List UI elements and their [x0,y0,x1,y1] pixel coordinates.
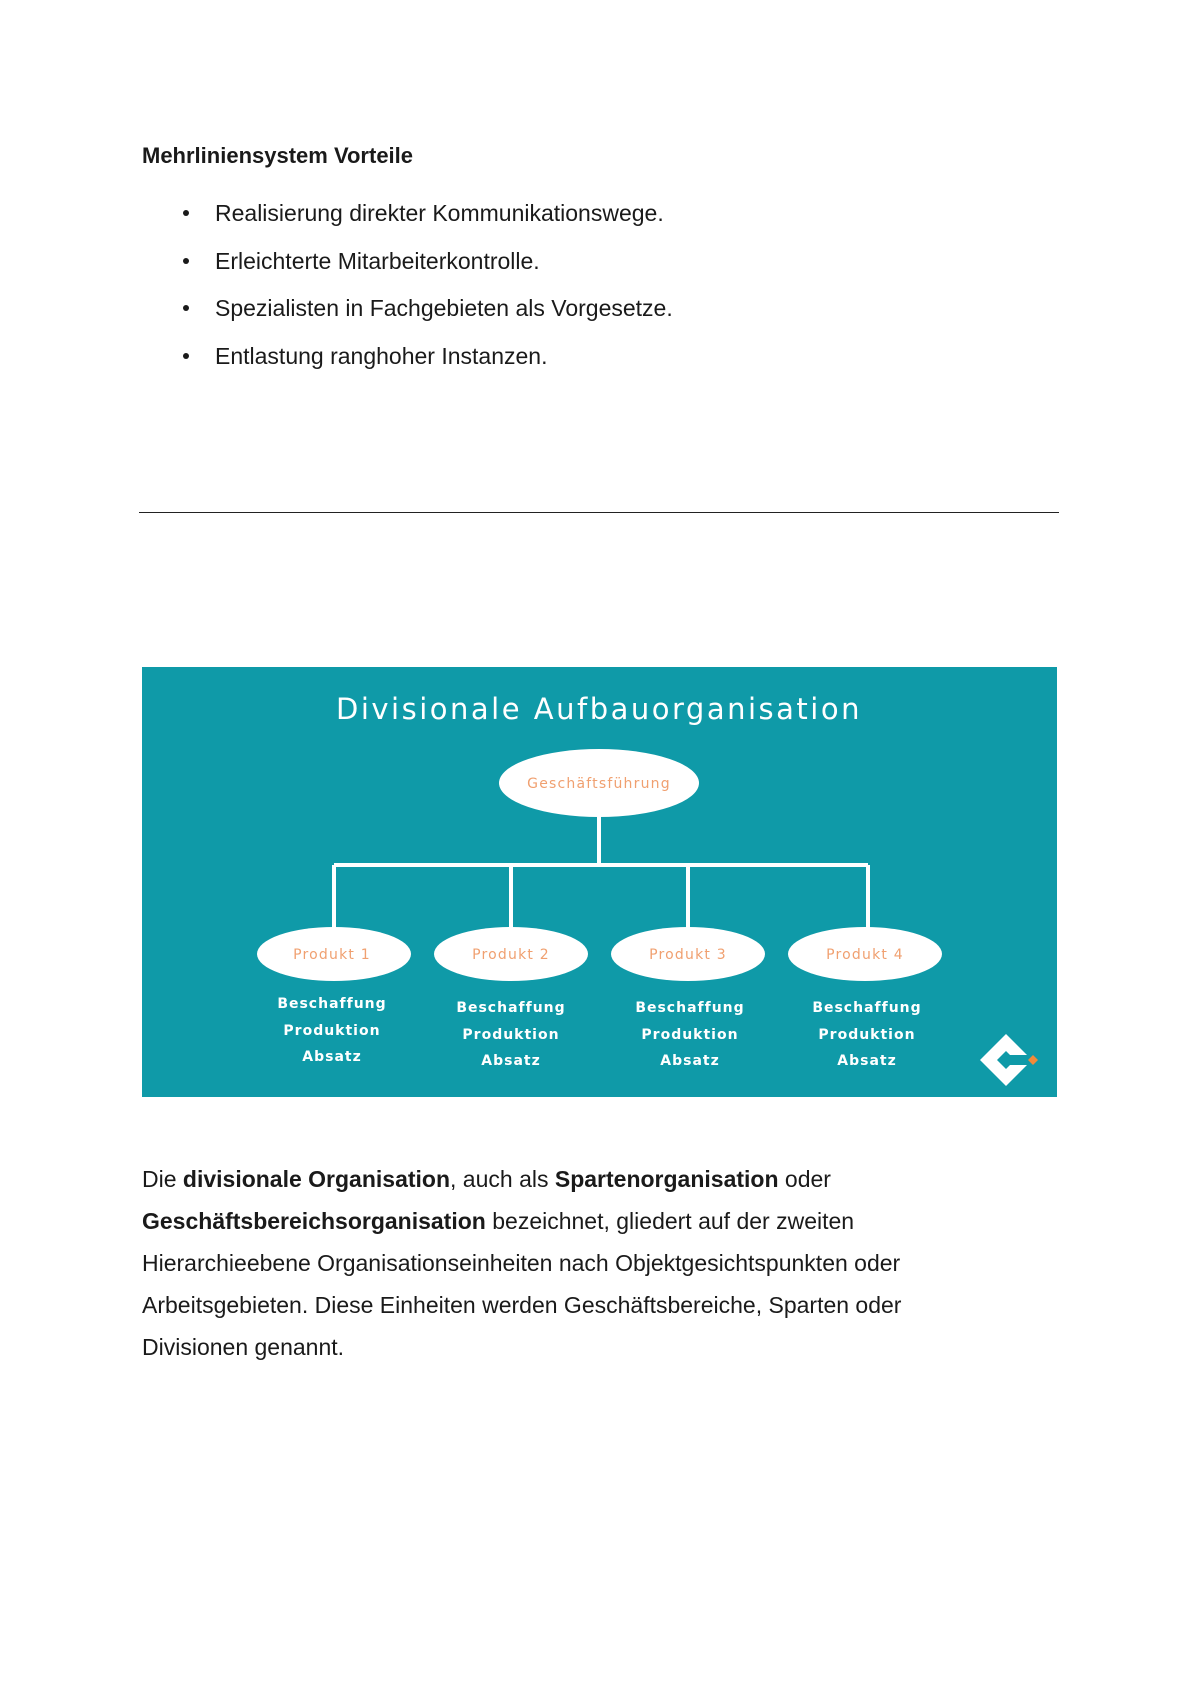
top-node-label: Geschäftsführung [527,776,671,792]
function-label: Produktion [818,1027,916,1043]
connector-lines [334,801,868,929]
division-node [611,927,765,1069]
body-paragraph [142,1158,982,1368]
function-label: Beschaffung [456,1000,566,1016]
bold-term: Spartenorganisation [554,1166,779,1192]
paragraph-text: Die [142,1166,183,1192]
diamond-logo-icon [980,1034,1038,1086]
list-item-text: Realisierung direkter Kommunikationswege. [215,200,664,226]
list-item-text: Erleichterte Mitarbeiterkontrolle. [215,247,540,274]
division-node [788,927,942,1069]
horizontal-divider [139,512,1059,513]
division-label: Produkt 4 [826,947,904,963]
paragraph-text: bezeichnet, gliedert auf der zweiten Hierarchieebene Organisationseinheiten nach Objektgesichtspunkten oder Arbeitsgebieten. Diese Einheiten werden Geschäftsbereiche, Sparten oder Divisionen genannt. [142,1208,902,1360]
function-label: Beschaffung [277,996,387,1012]
function-label: Absatz [302,1049,362,1065]
function-label: Beschaffung [635,1000,745,1016]
bold-term: Geschäftsbereichsorganisation [142,1208,486,1234]
bullet-icon [183,353,189,359]
list-item-text: Spezialisten in Fachgebieten als Vorgesetze. [215,295,673,321]
division-label: Produkt 1 [293,947,371,963]
function-label: Produktion [462,1027,560,1043]
function-label: Beschaffung [812,1000,922,1016]
paragraph-text: oder [778,1166,831,1192]
paragraph-text: , auch als [450,1166,555,1192]
division-label: Produkt 2 [472,947,550,963]
org-chart-svg [142,667,1057,1097]
function-label: Absatz [660,1053,720,1069]
division-node [434,927,588,1069]
section-heading: Mehrliniensystem Vorteile [142,143,414,168]
top-node [499,749,699,817]
list-item-text: Entlastung ranghoher Instanzen. [215,342,548,369]
function-label: Absatz [837,1053,897,1069]
bullet-icon [183,258,189,264]
function-label: Produktion [283,1023,381,1039]
bullet-icon [183,305,189,311]
bold-term: divisionale Organisation [182,1166,451,1192]
division-node [257,927,411,1065]
division-label: Produkt 3 [649,947,727,963]
function-label: Produktion [641,1027,739,1043]
bullet-icon [183,210,189,216]
function-label: Absatz [481,1053,541,1069]
diagram-title: Divisionale Aufbauorganisation [336,692,862,726]
org-chart-figure [142,667,1057,1097]
